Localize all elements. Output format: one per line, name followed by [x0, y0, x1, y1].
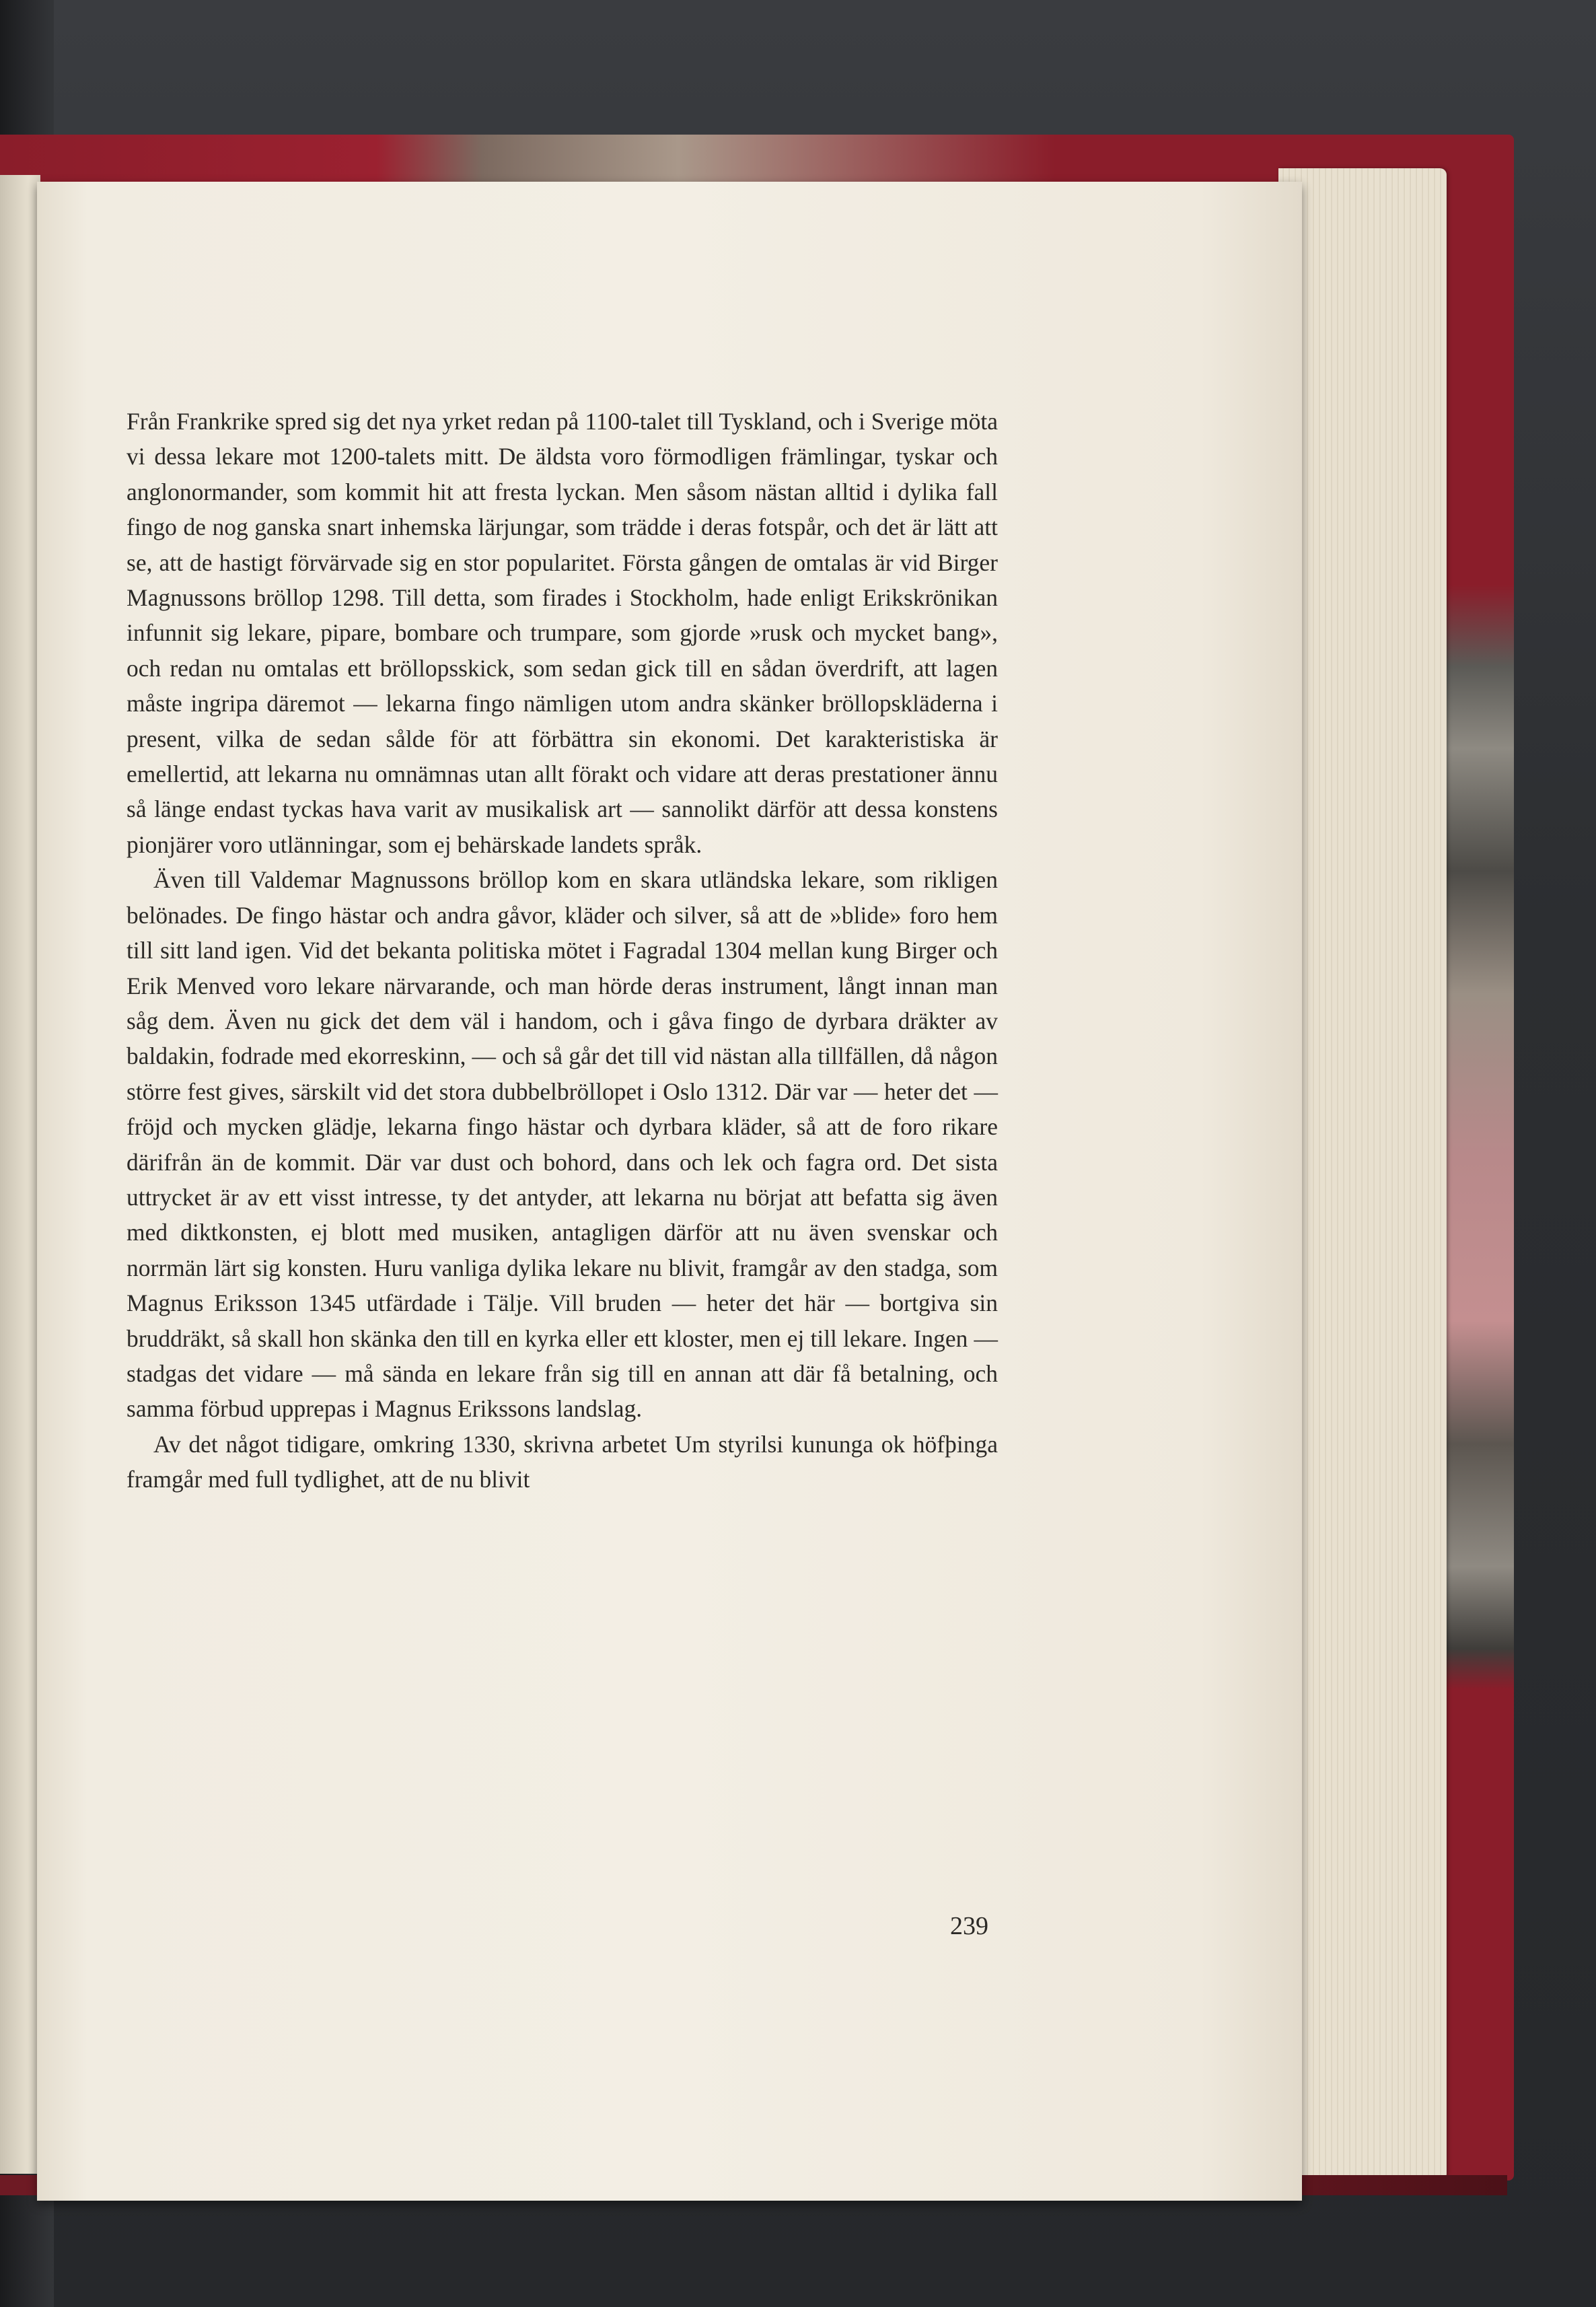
paragraph-1: Från Frankrike spred sig det nya yrket redan på 1100-talet till Tyskland, och i Sverige möta vi dessa lekare mot 1200-talets mitt. De äldsta voro förmodligen främlingar, tyskar och anglonormander, som kommit hit att fresta lyckan. Men såsom nästan alltid i dylika fall fingo de nog ganska snart inhemska lärjungar, som trädde i deras fotspår, och det är lätt att se, att de hastigt förvärvade sig en stor popularitet. Första gången de omtalas är vid Birger Magnussons bröllop 1298. Till detta, som firades i Stockholm, hade enligt Erikskrönikan infunnit sig lekare, pipare, bombare och trumpare, som gjorde »rusk och mycket bang», och redan nu omtalas ett bröllopsskick, som sedan gick till en sådan överdrift, att lagen måste ingripa däremot — lekarna fingo nämligen utom andra skänker bröllopskläderna i present, vilka de sedan sålde för att förbättra sin ekonomi. Det karakteristiska är emellertid, att lekarna nu omnämnas utan allt förakt och vidare att deras prestationer ännu så länge endast tyckas hava varit av musikalisk art — sannolikt därför att dessa konstens pionjärer voro utlänningar, som ej behärskade landets språk.: [126, 408, 998, 858]
paragraph-3: Av det något tidigare, omkring 1330, skrivna arbetet Um styrilsi kununga ok höfþinga framgår med full tydlighet, att de nu blivit: [126, 1430, 998, 1493]
page-number: 239: [950, 1912, 988, 1940]
paragraph-2: Även till Valdemar Magnussons bröllop kom en skara utländska lekare, som rikligen belönades. De fingo hästar och andra gåvor, kläder och silver, så att de »blide» foro hem till sitt land igen. Vid det bekanta politiska mötet i Fagradal 1304 mellan kung Birger och Erik Menved voro lekare närvarande, och man hörde deras instrument, långt innan man såg dem. Även nu gick det dem väl i handom, och i gåva fingo de dyrbara dräkter av baldakin, fodrade med ekorreskinn, — och så går det till vid nästan alla tillfällen, då någon större fest gives, särskilt vid det stora dubbelbröllopet i Oslo 1312. Där var — heter det — fröjd och mycken glädje, lekarna fingo hästar och dyrbara kläder, så att de foro rikare därifrån än de kommit. Där var dust och bohord, dans och lek och fagra ord. Det sista uttrycket är av ett visst intresse, ty det antyder, att lekarna nu börjat att befatta sig även med diktkonsten, ej blott med musiken, antagligen därför att nu även svenskar och norrmän lärt sig konsten. Huru vanliga dylika lekare nu blivit, framgår av den stadga, som Magnus Eriksson 1345 utfärdade i Tälje. Vill bruden — heter det här — bortgiva sin bruddräkt, så skall hon skänka den till en kyrka eller ett kloster, men ej till lekare. Ingen — stadgas det vidare — må sända en lekare från sig till en annan att där få betalning, och samma förbud upprepas i Magnus Erikssons landslag.: [126, 866, 998, 1423]
page-stack-edge: [1278, 168, 1447, 2180]
page-body-text: [126, 404, 998, 1497]
facing-page-edge: [0, 175, 40, 2174]
